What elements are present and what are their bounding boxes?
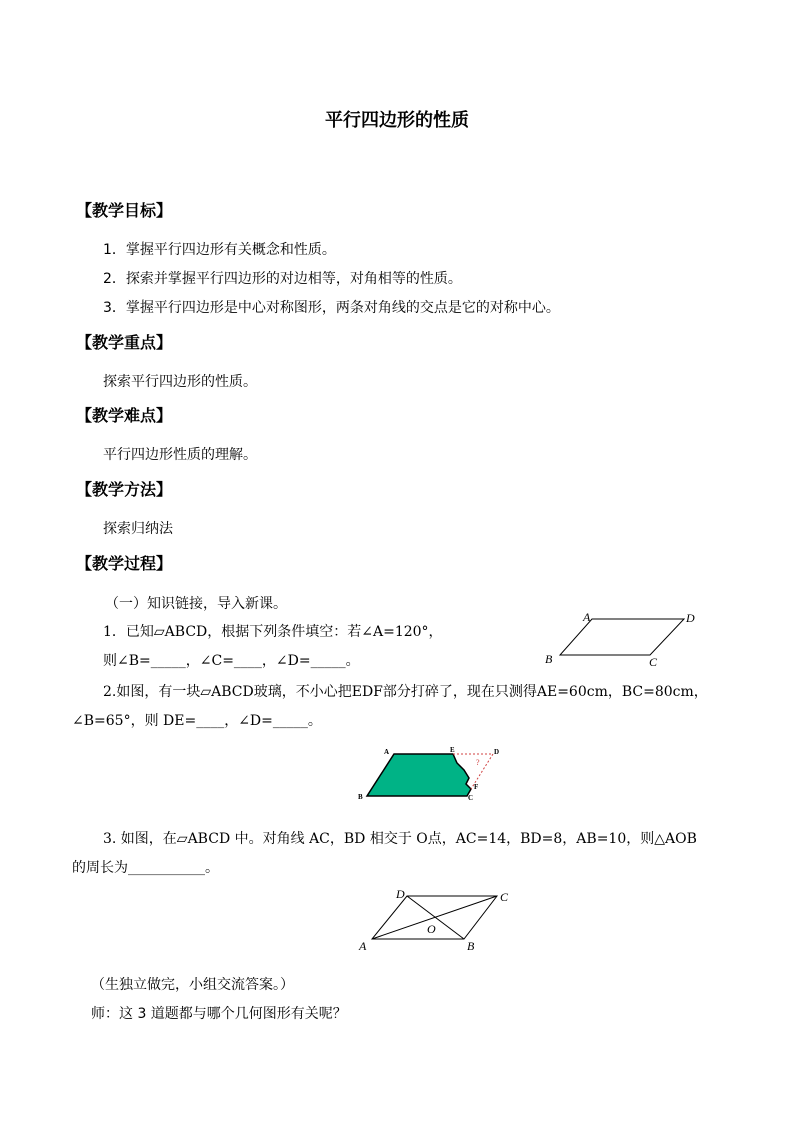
fig1-label-d: D xyxy=(686,611,695,625)
heading-methods: 【教学方法】 xyxy=(76,480,173,499)
objective-item-2: 2．探索并掌握平行四边形的对边相等，对角相等的性质。 xyxy=(103,271,462,287)
difficulties-text: 平行四边形性质的理解。 xyxy=(103,447,257,463)
fig2-label-d: D xyxy=(494,748,500,756)
question-2-line-1: 2.如图，有一块▱ABCD玻璃，不小心把EDF部分打碎了，现在只测得AE=60cm，BC=80cm， xyxy=(103,684,708,700)
fig1-label-b: B xyxy=(545,652,553,666)
methods-text: 探索归纳法 xyxy=(103,521,173,537)
fig2-label-f: F xyxy=(474,783,479,791)
fig3-label-a: A xyxy=(359,939,367,953)
heading-process: 【教学过程】 xyxy=(76,554,173,573)
fig1-parallelogram-shape xyxy=(560,619,684,655)
fig3-label-c: C xyxy=(500,890,509,904)
heading-objectives: 【教学目标】 xyxy=(76,201,173,220)
heading-difficulties: 【教学难点】 xyxy=(76,406,173,425)
teacher-question: 师：这 3 道题都与哪个几何图形有关呢？ xyxy=(91,1006,347,1022)
objective-item-3: 3．掌握平行四边形是中心对称图形，两条对角线的交点是它的对称中心。 xyxy=(103,300,560,316)
fig2-label-c: C xyxy=(468,794,474,802)
fig3-label-o: O xyxy=(427,922,436,936)
question-1-line-1: 1．已知▱ABCD，根据下列条件填空：若∠A=120°， xyxy=(103,624,443,640)
fig3-label-b: B xyxy=(467,939,475,953)
figure-broken-glass xyxy=(352,744,512,804)
fig2-label-b: B xyxy=(358,793,363,801)
fig1-label-a: A xyxy=(583,610,591,624)
question-3-line-1: 3. 如图，在▱ABCD 中。对角线 AC，BD 相交于 O点，AC=14，BD=8，AB=10，则△AOB xyxy=(103,831,697,847)
fig3-label-d: D xyxy=(396,887,405,901)
process-note: （生独立做完，小组交流答案。） xyxy=(91,977,294,993)
figure-parallelogram-diagonals xyxy=(355,884,525,954)
question-1-line-2: 则∠B=_____，∠C=____，∠D=_____。 xyxy=(103,653,360,669)
page-title: 平行四边形的性质 xyxy=(325,110,469,131)
fig2-glass-shape xyxy=(367,754,471,796)
fig1-label-c: C xyxy=(649,655,658,669)
objective-item-1: 1．掌握平行四边形有关概念和性质。 xyxy=(103,242,336,258)
fig2-label-a: A xyxy=(384,748,390,756)
figure-parallelogram-1 xyxy=(545,608,705,668)
fig2-label-e: E xyxy=(450,746,455,754)
process-intro: （一）知识链接，导入新课。 xyxy=(105,596,287,612)
fig2-label-question: ? xyxy=(476,758,480,767)
question-2-line-2: ∠B=65°，则 DE=____，∠D=_____。 xyxy=(72,713,322,729)
key-points-text: 探索平行四边形的性质。 xyxy=(103,374,257,390)
question-3-line-2: 的周长为___________。 xyxy=(72,860,219,876)
heading-key-points: 【教学重点】 xyxy=(76,333,173,352)
